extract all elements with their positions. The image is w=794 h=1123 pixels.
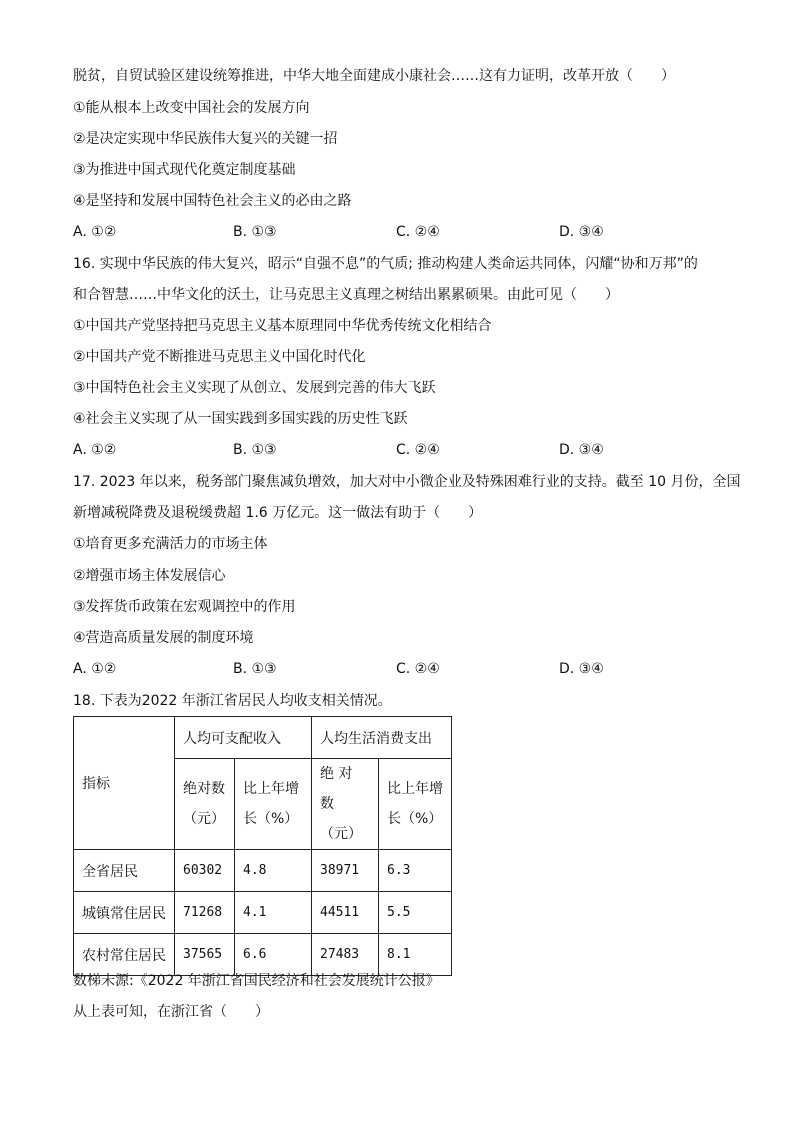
q15-options bbox=[73, 223, 693, 241]
table-cell: 37565 bbox=[175, 934, 235, 976]
q16-stem-line1: 16. 实现中华民族的伟大复兴，昭示“自强不息”的气质; 推动构建人类命运共同体，闪耀“协和万邦”的 bbox=[73, 256, 698, 272]
q18-question: 从上表可知，在浙江省（ ） bbox=[73, 1004, 269, 1020]
table-cell: 4.1 bbox=[235, 892, 312, 934]
q17-option-b[interactable]: B. ①③ bbox=[233, 661, 277, 677]
subheader-income-absolute bbox=[175, 759, 235, 850]
subheader-expenditure-growth bbox=[379, 759, 452, 850]
q16-item-2: ②中国共产党不断推进马克思主义中国化时代化 bbox=[73, 349, 366, 365]
subheader-line: （元） bbox=[183, 811, 225, 827]
q15-stem: 脱贫，自贸试验区建设统筹推进，中华大地全面建成小康社会……这有力证明，改革开放（ ） bbox=[73, 68, 675, 84]
subheader-line: （元） bbox=[320, 826, 362, 842]
table-cell: 71268 bbox=[175, 892, 235, 934]
row-label: 全省居民 bbox=[74, 850, 175, 892]
q17-item-1: ①培育更多充满活力的市场主体 bbox=[73, 536, 268, 552]
subheader-line: 长（%） bbox=[387, 811, 443, 827]
q16-item-4: ④社会主义实现了从一国实践到多国实践的历史性飞跃 bbox=[73, 411, 408, 427]
row-label: 农村常住居民 bbox=[74, 934, 175, 976]
q16-item-1: ①中国共产党坚持把马克思主义基本原理同中华优秀传统文化相结合 bbox=[73, 318, 492, 334]
q17-stem-line2: 新增减税降费及退税缓费超 1.6 万亿元。这一做法有助于（ ） bbox=[73, 505, 483, 521]
table-row bbox=[74, 850, 452, 892]
q16-option-c[interactable]: C. ②④ bbox=[396, 442, 440, 458]
table-row bbox=[74, 892, 452, 934]
q17-option-c[interactable]: C. ②④ bbox=[396, 661, 440, 677]
q17-item-2: ②增强市场主体发展信心 bbox=[73, 568, 226, 584]
q17-item-3: ③发挥货币政策在宏观调控中的作用 bbox=[73, 599, 296, 615]
q17-stem-line1: 17. 2023 年以来，税务部门聚焦减负增效，加大对中小微企业及特殊困难行业的支持。截至 10 月份，全国 bbox=[73, 474, 741, 490]
q15-item-4: ④是坚持和发展中国特色社会主义的必由之路 bbox=[73, 193, 352, 209]
q17-option-d[interactable]: D. ③④ bbox=[559, 661, 604, 677]
table-row bbox=[74, 934, 452, 976]
q15-option-c[interactable]: C. ②④ bbox=[396, 224, 440, 240]
q18-stem: 18. 下表为2022 年浙江省居民人均收支相关情况。 bbox=[73, 693, 392, 709]
table-cell: 8.1 bbox=[379, 934, 452, 976]
q16-option-d[interactable]: D. ③④ bbox=[559, 442, 604, 458]
table-cell: 5.5 bbox=[379, 892, 452, 934]
table-cell: 6.3 bbox=[379, 850, 452, 892]
q15-item-1: ①能从根本上改变中国社会的发展方向 bbox=[73, 100, 310, 116]
q15-option-b[interactable]: B. ①③ bbox=[233, 224, 277, 240]
table-cell: 27483 bbox=[312, 934, 379, 976]
subheader-line: 长（%） bbox=[243, 811, 299, 827]
q17-item-4: ④营造高质量发展的制度环境 bbox=[73, 630, 254, 646]
income-expenditure-table bbox=[73, 716, 452, 976]
q17-options bbox=[73, 660, 693, 678]
subheader-line: 比上年增 bbox=[387, 781, 443, 797]
subheader-line: 比上年增 bbox=[243, 781, 299, 797]
consumption-expenditure-header: 人均生活消费支出 bbox=[312, 717, 452, 759]
q15-item-2: ②是决定实现中华民族伟大复兴的关键一招 bbox=[73, 131, 338, 147]
disposable-income-header: 人均可支配收入 bbox=[175, 717, 312, 759]
q16-item-3: ③中国特色社会主义实现了从创立、发展到完善的伟大飞跃 bbox=[73, 380, 436, 396]
q16-option-b[interactable]: B. ①③ bbox=[233, 442, 277, 458]
indicator-header: 指标 bbox=[74, 717, 175, 850]
subheader-line: 绝 对 数 bbox=[320, 766, 353, 812]
subheader-expenditure-absolute bbox=[312, 759, 379, 850]
q15-item-3: ③为推进中国式现代化奠定制度基础 bbox=[73, 162, 296, 178]
row-label: 城镇常住居民 bbox=[74, 892, 175, 934]
table-cell: 38971 bbox=[312, 850, 379, 892]
q17-option-a[interactable]: A. ①② bbox=[73, 661, 117, 677]
q15-option-d[interactable]: D. ③④ bbox=[559, 224, 604, 240]
subheader-income-growth bbox=[235, 759, 312, 850]
table-cell: 4.8 bbox=[235, 850, 312, 892]
table-cell: 44511 bbox=[312, 892, 379, 934]
q15-option-a[interactable]: A. ①② bbox=[73, 224, 117, 240]
table-cell: 6.6 bbox=[235, 934, 312, 976]
subheader-line: 绝对数 bbox=[183, 781, 225, 797]
table-source: 数梯未源:《2022 年浙江省国民经济和社会发展统计公报》 bbox=[73, 973, 440, 989]
q16-options bbox=[73, 441, 693, 459]
table-cell: 60302 bbox=[175, 850, 235, 892]
q16-stem-line2: 和合智慧……中华文化的沃土，让马克思主义真理之树结出累累硕果。由此可见（ ） bbox=[73, 287, 619, 303]
q16-option-a[interactable]: A. ①② bbox=[73, 442, 117, 458]
